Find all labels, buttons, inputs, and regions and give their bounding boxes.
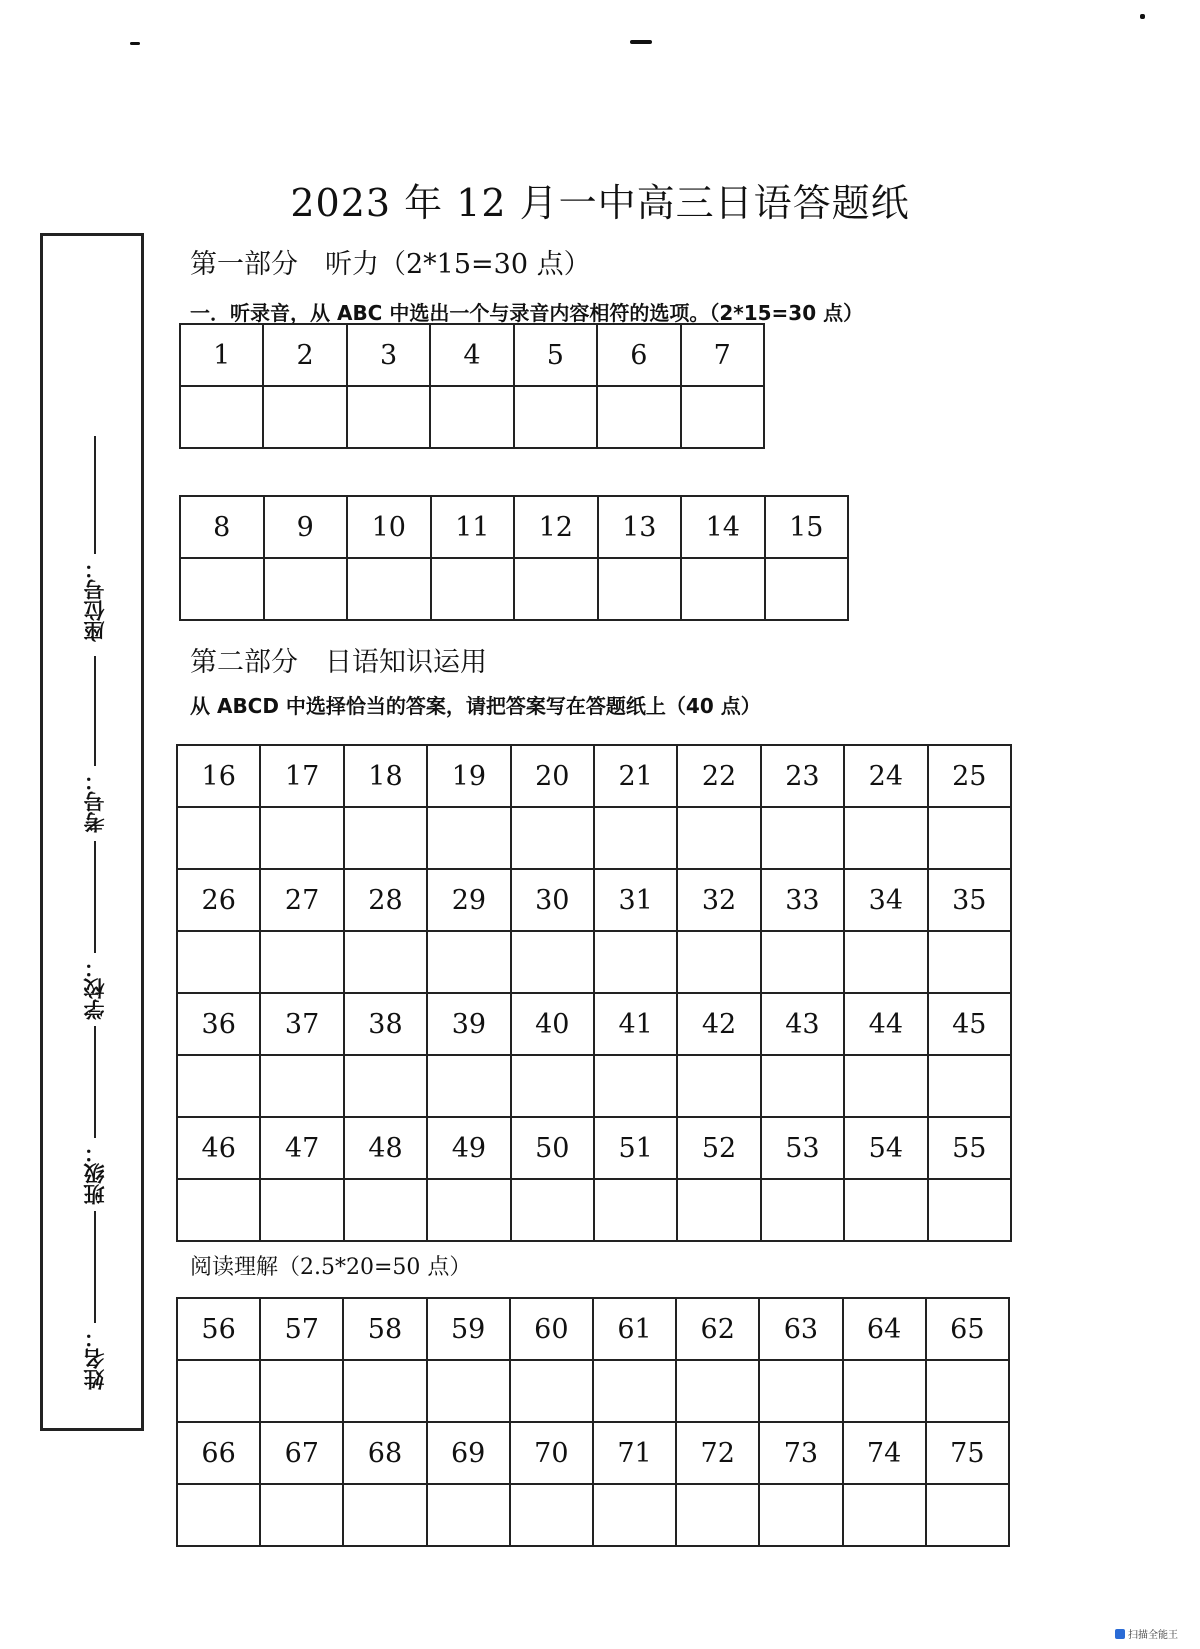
answer-cell[interactable] <box>177 1484 260 1546</box>
answer-grid-8-15 <box>179 495 849 621</box>
field-school-label: 学校： <box>83 957 107 1020</box>
question-number: 61 <box>593 1298 676 1360</box>
answer-cell[interactable] <box>681 558 765 620</box>
answer-cell[interactable] <box>511 931 594 993</box>
answer-cell[interactable] <box>926 1360 1009 1422</box>
answer-cell[interactable] <box>431 558 515 620</box>
question-number: 9 <box>264 496 348 558</box>
question-number: 14 <box>681 496 765 558</box>
question-number: 46 <box>177 1117 260 1179</box>
answer-cell[interactable] <box>260 1179 343 1241</box>
answer-cell[interactable] <box>260 1055 343 1117</box>
question-number: 53 <box>761 1117 844 1179</box>
answer-cell[interactable] <box>427 1484 510 1546</box>
answer-grid-16-55 <box>176 744 1012 1242</box>
question-number-row <box>177 745 1011 807</box>
answer-cell[interactable] <box>177 807 260 869</box>
question-number: 57 <box>260 1298 343 1360</box>
question-number: 3 <box>347 324 430 386</box>
answer-cell[interactable] <box>844 807 927 869</box>
answer-cell[interactable] <box>765 558 849 620</box>
part2-instruction: 从 ABCD 中选择恰当的答案，请把答案写在答题纸上（40 点） <box>190 694 761 718</box>
question-number: 42 <box>677 993 760 1055</box>
answer-cell[interactable] <box>677 931 760 993</box>
question-number: 45 <box>928 993 1011 1055</box>
question-number: 8 <box>180 496 264 558</box>
answer-cell[interactable] <box>843 1484 926 1546</box>
answer-grid-56-75 <box>176 1297 1010 1547</box>
question-number: 31 <box>594 869 677 931</box>
question-number: 75 <box>926 1422 1009 1484</box>
answer-row <box>177 931 1011 993</box>
question-number: 47 <box>260 1117 343 1179</box>
answer-cell[interactable] <box>511 1055 594 1117</box>
answer-cell[interactable] <box>593 1484 676 1546</box>
answer-cell[interactable] <box>177 931 260 993</box>
answer-cell[interactable] <box>928 1055 1011 1117</box>
answer-cell[interactable] <box>598 558 682 620</box>
question-number: 59 <box>427 1298 510 1360</box>
field-seat-number-label: 座位号： <box>83 558 107 642</box>
question-number: 27 <box>260 869 343 931</box>
answer-cell[interactable] <box>264 558 348 620</box>
question-number: 49 <box>427 1117 510 1179</box>
part2-heading: 第二部分 日语知识运用 <box>190 647 487 678</box>
scanner-logo-icon <box>1115 1629 1125 1639</box>
part1-instruction: 一．听录音，从 ABC 中选出一个与录音内容相符的选项。（2*15=30 点） <box>190 301 864 325</box>
answer-cell[interactable] <box>594 807 677 869</box>
question-number: 72 <box>676 1422 759 1484</box>
field-seat-number[interactable] <box>43 436 147 642</box>
student-info-box <box>40 233 144 1431</box>
question-number-row <box>177 1422 1009 1484</box>
question-number: 54 <box>844 1117 927 1179</box>
answer-cell[interactable] <box>427 1179 510 1241</box>
question-number: 28 <box>344 869 427 931</box>
answer-cell[interactable] <box>344 1179 427 1241</box>
question-number: 11 <box>431 496 515 558</box>
field-class-label: 班级： <box>83 1142 107 1205</box>
question-number: 20 <box>511 745 594 807</box>
answer-cell[interactable] <box>594 1179 677 1241</box>
answer-cell[interactable] <box>597 386 680 448</box>
answer-row <box>177 1179 1011 1241</box>
answer-row <box>177 1055 1011 1117</box>
answer-cell[interactable] <box>177 1360 260 1422</box>
answer-cell[interactable] <box>844 1055 927 1117</box>
answer-cell[interactable] <box>180 386 263 448</box>
answer-cell[interactable] <box>430 386 513 448</box>
question-number: 50 <box>511 1117 594 1179</box>
answer-cell[interactable] <box>343 1484 426 1546</box>
question-number: 13 <box>598 496 682 558</box>
question-number: 23 <box>761 745 844 807</box>
question-number: 58 <box>343 1298 426 1360</box>
answer-cell[interactable] <box>347 386 430 448</box>
answer-cell[interactable] <box>427 931 510 993</box>
question-number: 21 <box>594 745 677 807</box>
answer-row <box>177 807 1011 869</box>
question-number: 32 <box>677 869 760 931</box>
answer-cell[interactable] <box>677 1179 760 1241</box>
question-number-row <box>177 1117 1011 1179</box>
answer-row <box>180 386 764 448</box>
question-number: 2 <box>263 324 346 386</box>
question-number: 51 <box>594 1117 677 1179</box>
question-number: 38 <box>344 993 427 1055</box>
question-number: 10 <box>347 496 431 558</box>
question-number: 36 <box>177 993 260 1055</box>
answer-cell[interactable] <box>260 1484 343 1546</box>
question-number: 55 <box>928 1117 1011 1179</box>
field-class[interactable] <box>43 1026 147 1205</box>
question-number: 70 <box>510 1422 593 1484</box>
answer-cell[interactable] <box>843 1360 926 1422</box>
answer-cell[interactable] <box>677 807 760 869</box>
question-number: 30 <box>511 869 594 931</box>
question-number: 1 <box>180 324 263 386</box>
answer-cell[interactable] <box>344 1055 427 1117</box>
question-number: 64 <box>843 1298 926 1360</box>
answer-cell[interactable] <box>761 807 844 869</box>
question-number: 56 <box>177 1298 260 1360</box>
answer-cell[interactable] <box>343 1360 426 1422</box>
answer-cell[interactable] <box>511 1179 594 1241</box>
field-school[interactable] <box>43 841 147 1020</box>
question-number: 60 <box>510 1298 593 1360</box>
question-number: 18 <box>344 745 427 807</box>
answer-cell[interactable] <box>844 1179 927 1241</box>
question-number: 62 <box>676 1298 759 1360</box>
question-number: 74 <box>843 1422 926 1484</box>
answer-cell[interactable] <box>681 386 764 448</box>
question-number: 15 <box>765 496 849 558</box>
question-number-row <box>180 324 764 386</box>
answer-cell[interactable] <box>510 1484 593 1546</box>
question-number: 6 <box>597 324 680 386</box>
answer-cell[interactable] <box>761 1055 844 1117</box>
question-number: 69 <box>427 1422 510 1484</box>
answer-cell[interactable] <box>761 1179 844 1241</box>
question-number: 48 <box>344 1117 427 1179</box>
question-number: 35 <box>928 869 1011 931</box>
answer-cell[interactable] <box>344 931 427 993</box>
answer-cell[interactable] <box>511 807 594 869</box>
question-number: 22 <box>677 745 760 807</box>
page-title: 2023 年 12 月一中高三日语答题纸 <box>290 181 910 225</box>
question-number: 43 <box>761 993 844 1055</box>
question-number: 73 <box>759 1422 842 1484</box>
field-exam-number[interactable] <box>43 656 147 833</box>
answer-cell[interactable] <box>594 931 677 993</box>
question-number: 24 <box>844 745 927 807</box>
answer-cell[interactable] <box>180 558 264 620</box>
answer-cell[interactable] <box>347 558 431 620</box>
question-number: 19 <box>427 745 510 807</box>
answer-cell[interactable] <box>676 1484 759 1546</box>
field-exam-number-label: 考号： <box>83 770 107 833</box>
question-number: 67 <box>260 1422 343 1484</box>
question-number: 29 <box>427 869 510 931</box>
answer-cell[interactable] <box>844 931 927 993</box>
question-number: 7 <box>681 324 764 386</box>
question-number: 25 <box>928 745 1011 807</box>
question-number: 71 <box>593 1422 676 1484</box>
answer-cell[interactable] <box>260 1360 343 1422</box>
answer-cell[interactable] <box>676 1360 759 1422</box>
question-number: 63 <box>759 1298 842 1360</box>
answer-cell[interactable] <box>427 1055 510 1117</box>
answer-cell[interactable] <box>928 807 1011 869</box>
question-number: 17 <box>260 745 343 807</box>
question-number: 52 <box>677 1117 760 1179</box>
answer-grid-1-7 <box>179 323 765 449</box>
question-number-row <box>177 993 1011 1055</box>
answer-cell[interactable] <box>177 1179 260 1241</box>
answer-row <box>177 1360 1009 1422</box>
answer-cell[interactable] <box>260 807 343 869</box>
question-number: 44 <box>844 993 927 1055</box>
field-name[interactable] <box>43 1211 147 1390</box>
question-number: 65 <box>926 1298 1009 1360</box>
question-number-row <box>180 496 848 558</box>
answer-cell[interactable] <box>514 558 598 620</box>
question-number: 12 <box>514 496 598 558</box>
question-number: 4 <box>430 324 513 386</box>
question-number-row <box>177 869 1011 931</box>
answer-cell[interactable] <box>427 1360 510 1422</box>
field-name-label: 姓名： <box>83 1327 107 1390</box>
answer-cell[interactable] <box>928 931 1011 993</box>
scanner-watermark <box>1115 1626 1178 1641</box>
reading-heading: 阅读理解（2.5*20=50 点） <box>190 1255 472 1280</box>
answer-cell[interactable] <box>928 1179 1011 1241</box>
question-number: 41 <box>594 993 677 1055</box>
question-number: 5 <box>514 324 597 386</box>
answer-cell[interactable] <box>510 1360 593 1422</box>
answer-cell[interactable] <box>260 931 343 993</box>
question-number: 39 <box>427 993 510 1055</box>
answer-cell[interactable] <box>926 1484 1009 1546</box>
answer-cell[interactable] <box>761 931 844 993</box>
question-number: 34 <box>844 869 927 931</box>
question-number: 37 <box>260 993 343 1055</box>
answer-cell[interactable] <box>759 1484 842 1546</box>
part1-heading: 第一部分 听力（2*15=30 点） <box>190 249 591 280</box>
answer-cell[interactable] <box>177 1055 260 1117</box>
answer-cell[interactable] <box>677 1055 760 1117</box>
answer-cell[interactable] <box>263 386 346 448</box>
answer-cell[interactable] <box>427 807 510 869</box>
question-number: 26 <box>177 869 260 931</box>
question-number: 40 <box>511 993 594 1055</box>
answer-cell[interactable] <box>759 1360 842 1422</box>
answer-cell[interactable] <box>593 1360 676 1422</box>
question-number: 16 <box>177 745 260 807</box>
question-number: 66 <box>177 1422 260 1484</box>
answer-row <box>177 1484 1009 1546</box>
question-number-row <box>177 1298 1009 1360</box>
answer-cell[interactable] <box>514 386 597 448</box>
answer-row <box>180 558 848 620</box>
answer-cell[interactable] <box>594 1055 677 1117</box>
question-number: 68 <box>343 1422 426 1484</box>
answer-cell[interactable] <box>344 807 427 869</box>
scanner-watermark-text: 扫描全能王 <box>1128 1630 1178 1641</box>
question-number: 33 <box>761 869 844 931</box>
